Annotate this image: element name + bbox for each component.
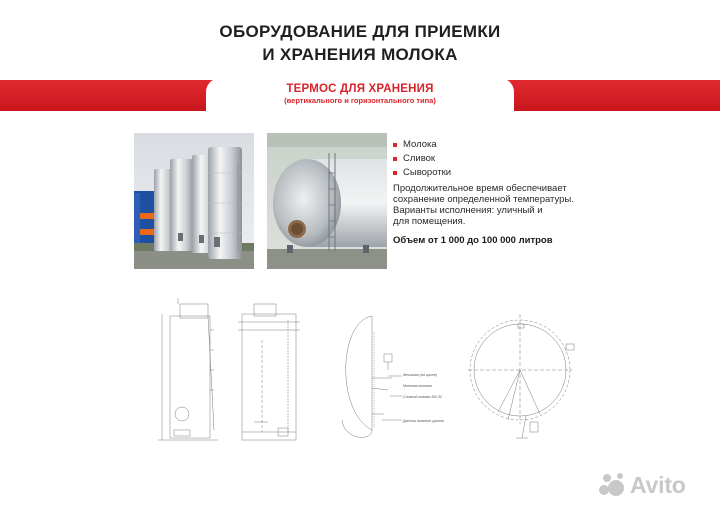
horizontal-tank-drawing-detail — [332, 312, 444, 446]
bullet-square-icon — [393, 143, 397, 147]
watermark-text: Avito — [630, 471, 686, 498]
bullet-square-icon — [393, 171, 397, 175]
avito-logo-icon — [598, 472, 626, 498]
list-item-label: Молока — [403, 139, 437, 150]
section-subtitle: (вертикального и горизонтального типа) — [284, 96, 436, 105]
vertical-tanks-photo — [134, 133, 254, 269]
description-line: сохранение определенной температуры. — [393, 194, 574, 205]
page-title-line-2: И ХРАНЕНИЯ МОЛОКА — [262, 45, 458, 64]
drawing-label: Датчик нижнего уровня — [403, 419, 444, 423]
page-title-line-1: ОБОРУДОВАНИЕ ДЛЯ ПРИЕМКИ — [219, 22, 501, 41]
drawing-label: Сливной кламан DN 32 — [403, 395, 442, 399]
horizontal-tank-drawing-cross-section — [468, 304, 588, 454]
description-line: для помещения. — [393, 216, 466, 227]
list-item-label: Сливок — [403, 153, 436, 164]
watermark — [598, 470, 686, 500]
description-line: Варианты исполнения: уличный и — [393, 205, 543, 216]
list-item — [393, 138, 451, 152]
vertical-tank-drawing-front — [152, 290, 224, 452]
product-description — [393, 183, 593, 227]
drawing-label: Моечная головка — [403, 384, 432, 388]
section-title: ТЕРМОС ДЛЯ ХРАНЕНИЯ — [286, 83, 434, 95]
list-item-label: Сыворотки — [403, 167, 452, 178]
vertical-tank-drawing-section — [234, 300, 304, 448]
bullet-square-icon — [393, 157, 397, 161]
drawing-label: Мешалка (на щите) — [403, 373, 438, 377]
list-item — [393, 166, 451, 180]
page-title — [0, 20, 720, 66]
list-item — [393, 152, 451, 166]
description-line: Продолжительное время обеспечивает — [393, 183, 567, 194]
horizontal-tank-photo — [267, 133, 387, 269]
product-list — [393, 138, 451, 180]
section-heading — [206, 83, 514, 106]
volume-range: Объем от 1 000 до 100 000 литров — [393, 235, 553, 246]
